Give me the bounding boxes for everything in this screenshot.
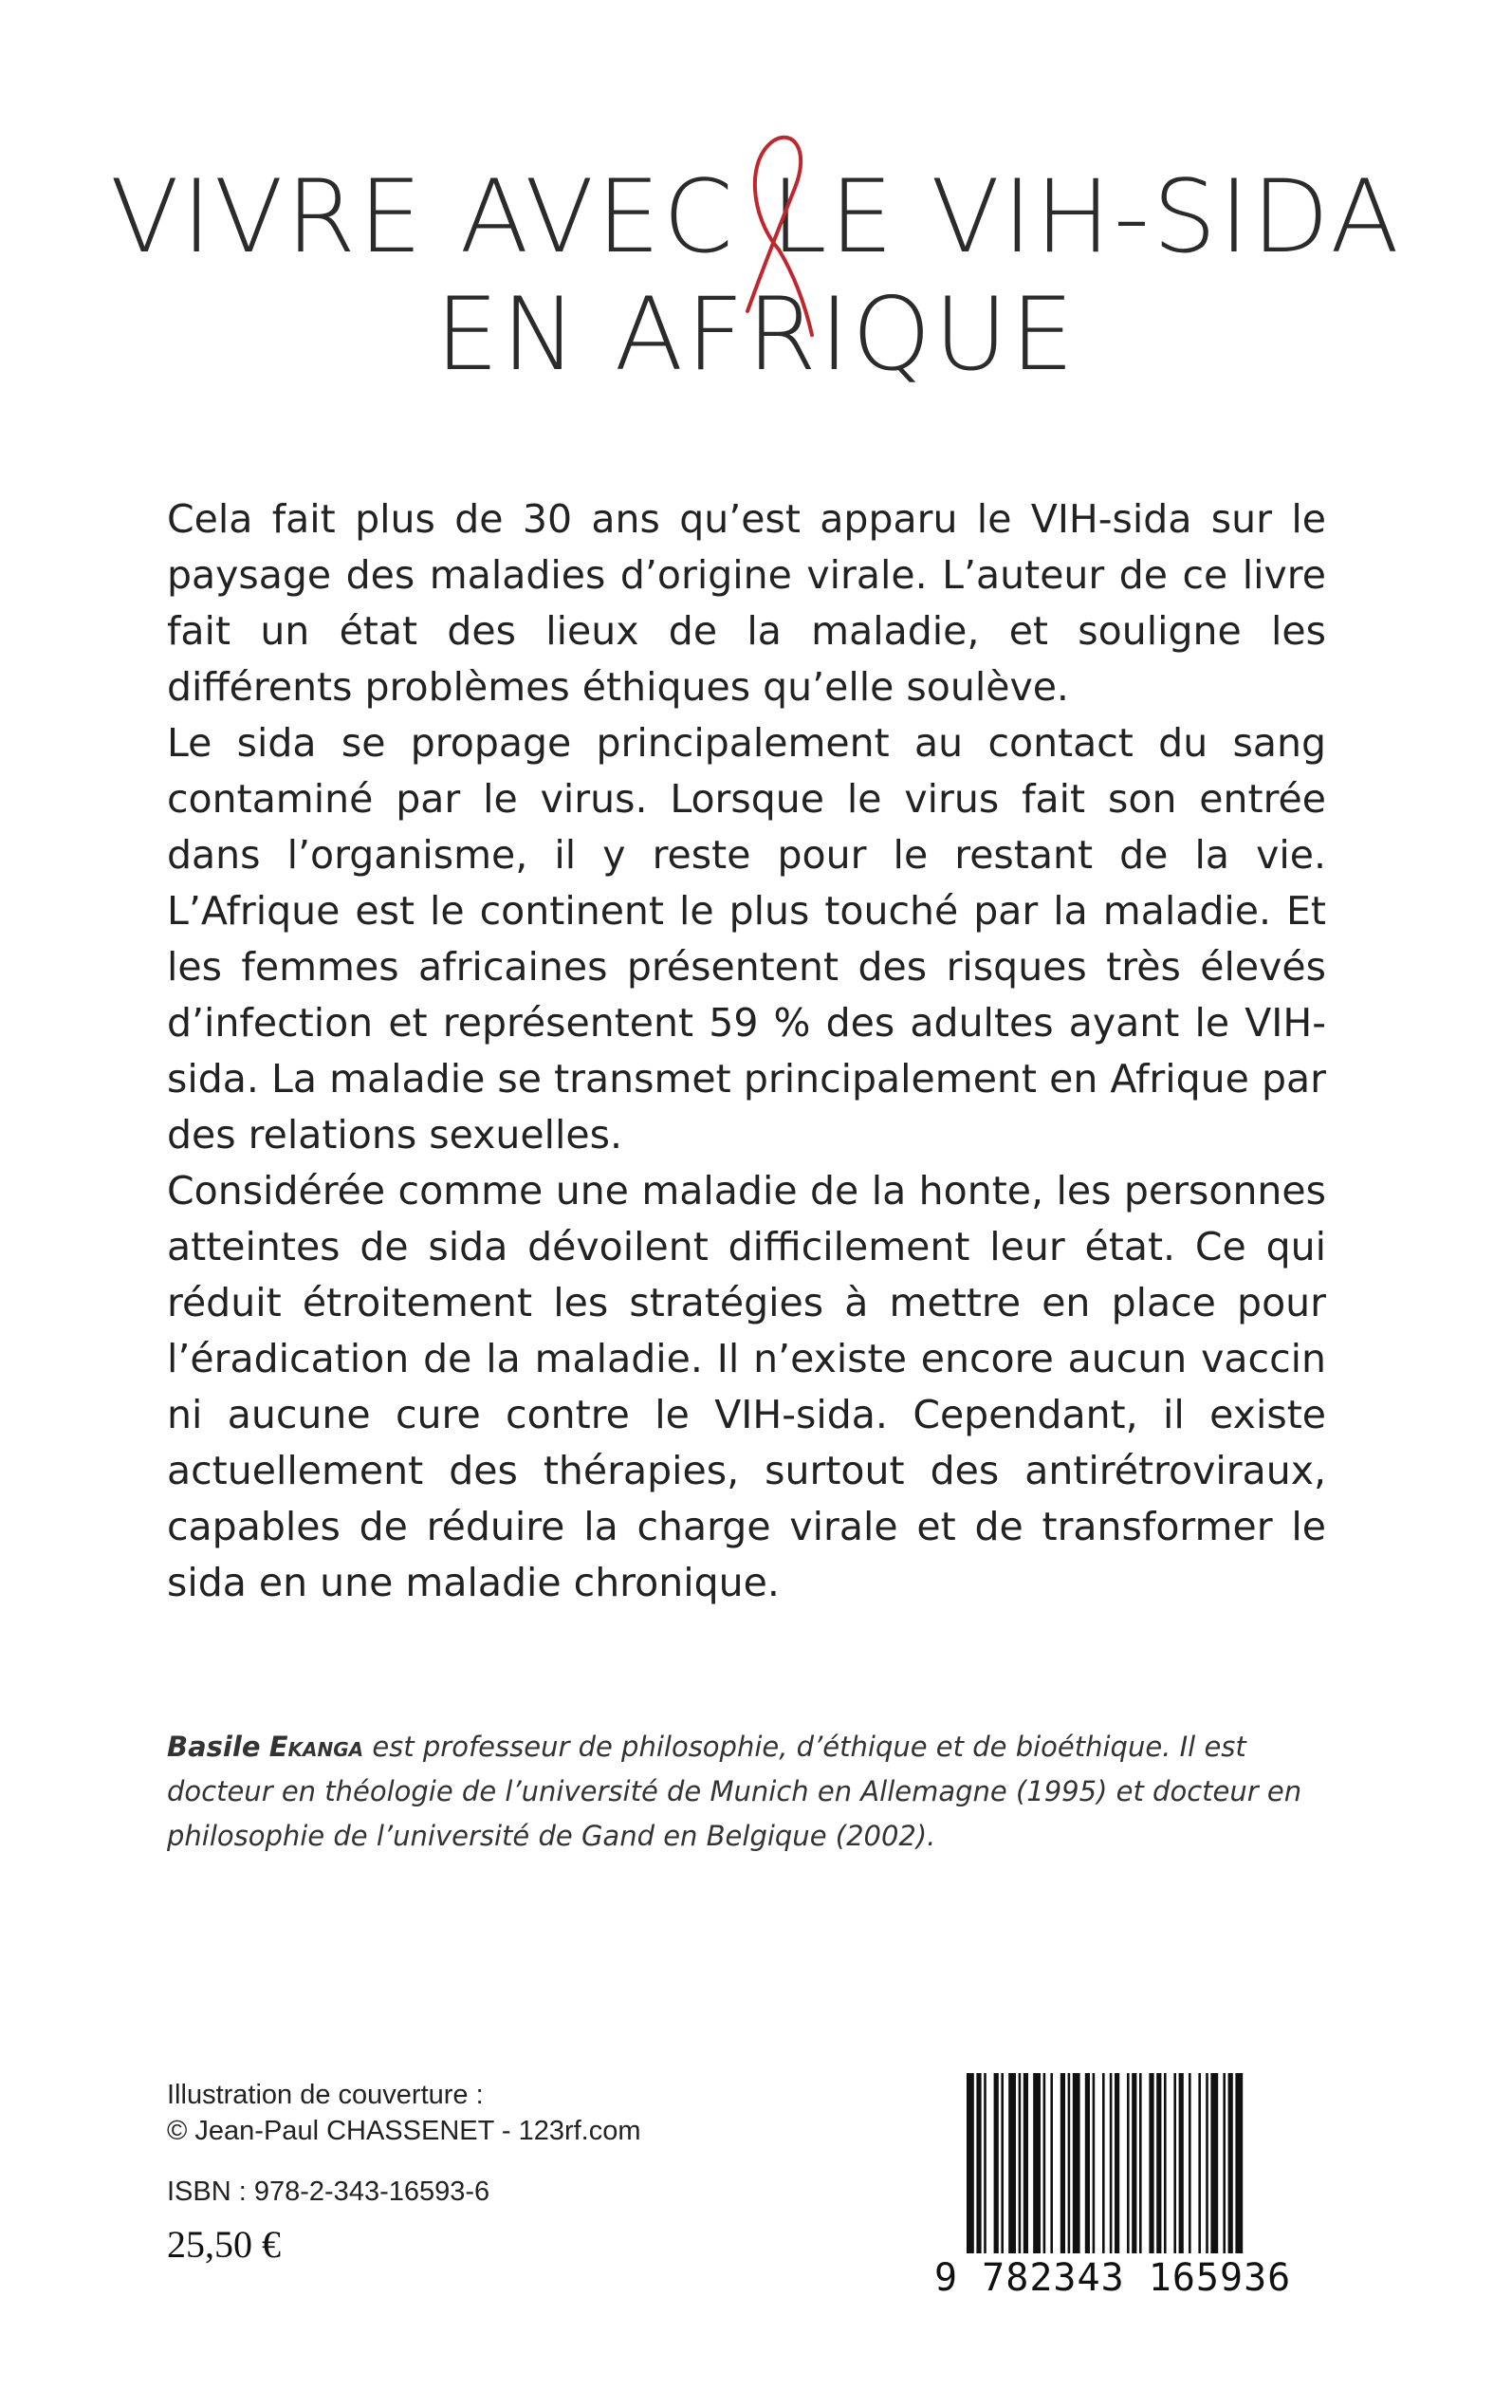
title-line-2: EN AFRIQUE bbox=[434, 276, 1078, 393]
barcode-bar bbox=[967, 2073, 974, 2253]
barcode-bar bbox=[1235, 2073, 1243, 2253]
barcode-bar bbox=[1043, 2073, 1046, 2253]
barcode-bar bbox=[1060, 2073, 1065, 2253]
barcode-bar bbox=[1033, 2073, 1041, 2253]
barcode-bar bbox=[1189, 2073, 1191, 2253]
barcode-bar bbox=[1223, 2073, 1226, 2253]
illustration-credit: © Jean-Paul CHASSENET - 123rf.com bbox=[167, 2116, 641, 2146]
barcode-bar bbox=[1023, 2073, 1028, 2253]
barcode-bar bbox=[1228, 2073, 1233, 2253]
barcode-bar bbox=[1110, 2073, 1113, 2253]
barcode-bar bbox=[1206, 2073, 1208, 2253]
awareness-ribbon-icon bbox=[736, 121, 821, 387]
summary-text bbox=[167, 491, 1326, 1611]
barcode-bar bbox=[1068, 2073, 1071, 2253]
barcode-bar bbox=[1019, 2073, 1022, 2253]
barcode-bar bbox=[1210, 2073, 1218, 2253]
author-bio-text: est professeur de philosophie, d’éthique et de bioéthique. Il est docteur en théologie de l’université de Munich en Allemagne (1995) et docteur en philosophie de l’université de Gand en Belgique (2002). bbox=[167, 1731, 1302, 1852]
author-surname: Ekanga bbox=[268, 1731, 364, 1763]
barcode-bar bbox=[994, 2073, 999, 2253]
barcode-bar bbox=[1156, 2073, 1161, 2253]
barcode-bar bbox=[1127, 2073, 1130, 2253]
barcode-bar bbox=[1179, 2073, 1184, 2253]
barcode-bar bbox=[1093, 2073, 1096, 2253]
author-first-name: Basile bbox=[167, 1731, 261, 1763]
barcode-bar bbox=[1001, 2073, 1004, 2253]
barcode-bar bbox=[1173, 2073, 1176, 2253]
barcode-bar bbox=[1139, 2073, 1142, 2253]
barcode-bar bbox=[1132, 2073, 1136, 2253]
barcode-bar bbox=[1164, 2073, 1167, 2253]
barcode-bar bbox=[976, 2073, 981, 2253]
barcode-bar bbox=[1050, 2073, 1053, 2253]
title-line-1: VIVRE AVEC LE VIH-SIDA bbox=[110, 158, 1402, 275]
barcode-bar bbox=[1008, 2073, 1016, 2253]
barcode-bar bbox=[984, 2073, 986, 2253]
isbn: ISBN : 978-2-343-16593-6 bbox=[167, 2176, 490, 2207]
barcode-bar bbox=[1085, 2073, 1090, 2253]
summary-paragraph-2: Le sida se propage principalement au contact du sang contaminé par le virus. Lorsque le virus fait son entrée dans l’organisme, il y reste pour le restant de la vie. L’Afrique est le continent le plus touché par la maladie. Et les femmes africaines présentent des risques très élevés d’infection et représentent 59 % des adultes ayant le VIH-sida. La maladie se transmet principalement en Afrique par des relations sexuelles. bbox=[167, 720, 1326, 1158]
barcode-bar bbox=[1115, 2073, 1119, 2253]
barcode-digits: 9 782343 165936 bbox=[934, 2256, 1292, 2300]
barcode-bar bbox=[1149, 2073, 1153, 2253]
summary-paragraph-3: Considérée comme une maladie de la honte, les personnes atteintes de sida dévoilent difficilement leur état. Ce qui réduit étroitement les stratégies à mettre en place pour l’éradication de la maladie. Il n’existe encore aucun vaccin ni aucune cure contre le VIH-sida. Cependant, il existe actuellement des thérapies, surtout des antirétroviraux, capables de réduire la charge virale et de transformer le sida en une maladie chronique. bbox=[167, 1168, 1326, 1605]
illustration-label: Illustration de couverture : bbox=[167, 2080, 484, 2110]
summary-paragraph-1: Cela fait plus de 30 ans qu’est apparu le VIH-sida sur le paysage des maladies d’origine virale. L’auteur de ce livre fait un état des lieux de la maladie, et souligne les différents problèmes éthiques qu’elle soulève. bbox=[167, 496, 1326, 710]
author-bio bbox=[167, 1725, 1326, 1859]
price: 25,50 € bbox=[167, 2223, 281, 2266]
barcode-bar bbox=[1073, 2073, 1080, 2253]
barcode-bar bbox=[1102, 2073, 1105, 2253]
barcode-bar bbox=[1198, 2073, 1201, 2253]
barcode bbox=[963, 2073, 1304, 2272]
